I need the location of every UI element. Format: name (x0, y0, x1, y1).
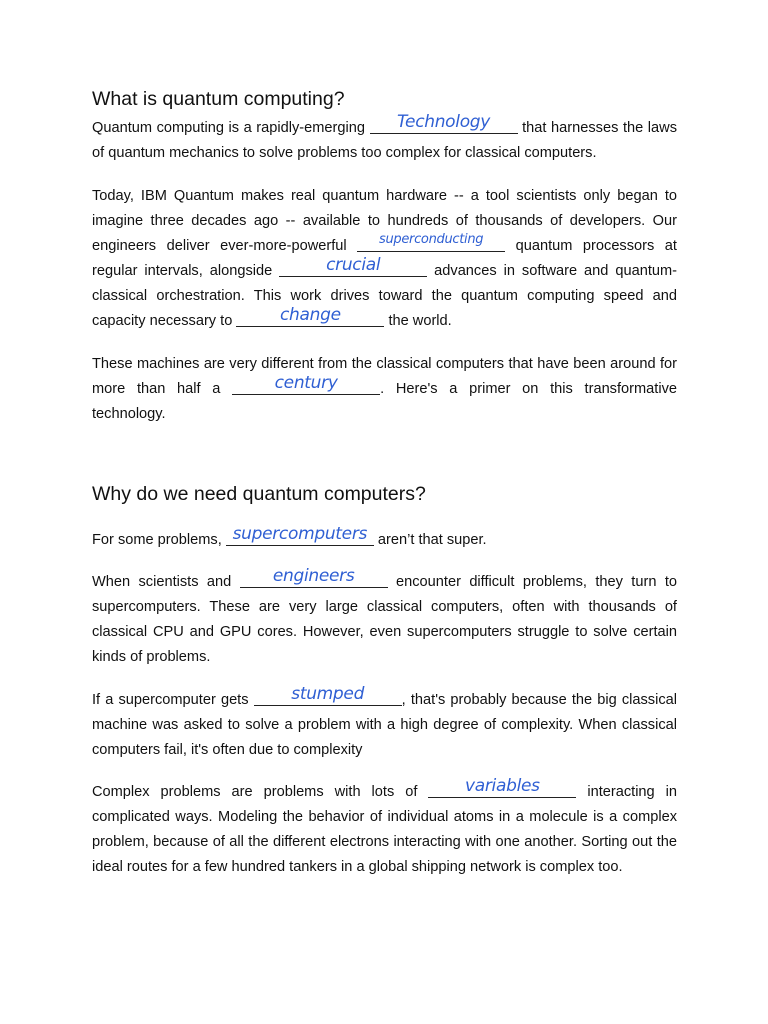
handwritten-answer: superconducting (378, 232, 484, 248)
fill-in-blank[interactable] (279, 255, 427, 277)
text: If a supercomputer gets (92, 692, 254, 708)
handwritten-answer: variables (464, 776, 540, 796)
text: . Here's a primer on this transformative technology. (92, 381, 677, 423)
handwritten-answer: Technology (397, 112, 491, 132)
fill-in-blank[interactable] (226, 524, 374, 546)
text: These machines are very different from the classical computers that have been around for more than half a (92, 356, 677, 398)
handwritten-answer: supercomputers (232, 524, 368, 544)
text: encounter difficult problems, they turn to supercomputers. These are very large classical computers, often with thousands of classical CPU and GPU cores. However, even supercomputers struggle to solve certain kinds of problems. (92, 574, 677, 666)
text: the world. (384, 313, 452, 330)
fill-in-blank[interactable] (428, 776, 576, 798)
text: that harnesses the laws of quantum mechanics to solve problems too complex for classical computers. (92, 120, 677, 162)
text: , that's probably because the big classical machine was asked to solve a problem with a high degree of complexity. When classical computers fail, it's often due to complexity (92, 692, 677, 759)
text: aren’t that super. (373, 532, 487, 548)
paragraph-ibm-quantum (92, 184, 677, 335)
fill-in-blank[interactable] (236, 305, 384, 327)
fill-in-blank[interactable] (254, 684, 402, 706)
paragraph-complex-problems (92, 776, 677, 880)
text: Quantum computing is a rapidly-emerging (92, 120, 370, 136)
paragraph-supercomputers (92, 524, 677, 553)
paragraph-scientists-engineers (92, 566, 677, 670)
text: For some problems, (92, 532, 226, 548)
paragraph-intro (92, 112, 677, 166)
handwritten-answer: crucial (326, 255, 381, 276)
fill-in-blank[interactable] (357, 234, 505, 252)
heading-what-is-quantum-computing: What is quantum computing? (92, 88, 345, 110)
fill-in-blank[interactable] (240, 566, 388, 588)
text: advances in software and quantum-classical orchestration. This work drives toward the quantum computing speed and capacity necessary to (92, 263, 678, 330)
text: Today, IBM Quantum makes real quantum hardware -- a tool scientists only began to imagine three decades ago -- available to hundreds of thousands of developers. Our engineers deliver ever-more-powerful (92, 188, 677, 255)
text: Complex problems are problems with lots of (92, 784, 429, 800)
text: When scientists and (92, 574, 240, 590)
fill-in-blank[interactable] (232, 373, 380, 395)
handwritten-answer: stumped (291, 684, 365, 704)
text: quantum processors at regular intervals, alongside (92, 238, 677, 280)
paragraph-classical-comparison (92, 352, 677, 427)
paragraph-stumped (92, 684, 677, 763)
heading-why-quantum-computers: Why do we need quantum computers? (92, 483, 426, 505)
handwritten-answer: century (274, 373, 338, 394)
handwritten-answer: engineers (272, 566, 355, 586)
fill-in-blank[interactable] (370, 112, 518, 134)
handwritten-answer: change (280, 305, 341, 326)
text: interacting in complicated ways. Modeling the behavior of individual atoms in a molecule is a complex problem, because of all the different electrons interacting with one another. Sorting out the ideal routes for a few hundred tankers in a global shipping network is complex too. (92, 784, 677, 876)
